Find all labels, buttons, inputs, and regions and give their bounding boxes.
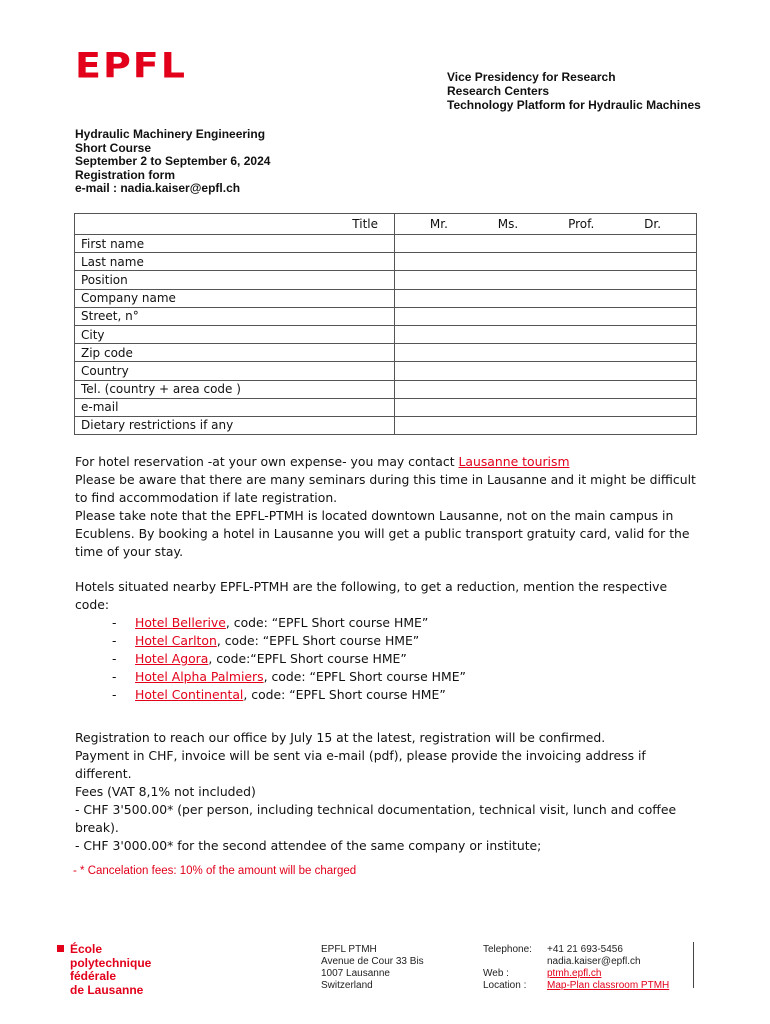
school-line: polytechnique [70,955,152,970]
tel-input[interactable] [395,380,697,398]
title-row [75,214,697,235]
blank-label [483,956,532,968]
course-title: Hydraulic Machinery Engineering [75,127,266,141]
registration-terms [75,729,695,855]
form-row [75,344,697,362]
field-label: Tel. (country + area code ) [75,380,395,398]
deadline-line: Registration to reach our office by July 15 at the latest, registration will be confirmed. [75,730,606,745]
title-option-mr[interactable]: Mr. [429,217,448,231]
bullet: - [112,651,117,666]
form-heading: Registration form [75,167,176,182]
title-option-prof[interactable]: Prof. [568,217,595,231]
field-label: Last name [75,253,395,271]
form-row [75,398,697,416]
hotel-code: , code: “EPFL Short course HME” [225,615,429,630]
field-label: e-mail [75,398,395,416]
location-label: Location : [483,980,527,991]
cancellation-note: - * Cancelation fees: 10% of the amount will be charged [73,865,357,877]
list-item [75,668,690,686]
location-note: Please take note that the EPFL-PTMH is located downtown Lausanne, not on the main campus in Ecublens. By booking a hotel in Lausanne you will get a public transport gratuity card, valid for the time of your stay. [75,508,690,559]
hotel-link[interactable]: Hotel Alpha Palmiers [135,669,264,684]
seminar-warning: Please be aware that there are many seminars during this time in Lausanne and it might be difficult to find accommodation if late registration. [75,472,696,505]
field-label: First name [75,235,395,253]
registration-table [74,213,697,435]
hotel-code: , code: “EPFL Short course HME” [216,633,420,648]
hotel-code: , code: “EPFL Short course HME” [263,669,466,684]
organization-block [447,70,701,112]
hotel-link[interactable]: Hotel Bellerive [135,615,226,630]
school-line: de Lausanne [70,982,144,997]
field-label: Company name [75,289,395,307]
hotel-info [75,453,700,561]
hotel-contact-text: For hotel reservation -at your own expense- you may contact [75,454,459,469]
school-line-text: École [70,942,103,956]
hotel-link[interactable]: Hotel Continental [135,687,244,702]
first-name-input[interactable] [395,235,697,253]
org-line: Vice Presidency for Research [447,70,616,84]
dietary-input[interactable] [395,416,697,434]
email-input[interactable] [395,398,697,416]
field-label: Zip code [75,344,395,362]
hotel-link[interactable]: Hotel Agora [135,651,209,666]
hotel-link[interactable]: Hotel Carlton [135,633,217,648]
field-label: Country [75,362,395,380]
contact-email: e-mail : nadia.kaiser@epfl.ch [75,181,241,196]
form-row [75,289,697,307]
field-label: Street, n° [75,307,395,325]
position-input[interactable] [395,271,697,289]
title-label: Title [75,214,395,235]
footer-divider [693,942,694,988]
list-item [75,650,690,668]
telephone-value: +41 21 693-5456 [547,944,623,955]
footer-address [321,944,424,992]
bullet: - [112,687,117,702]
form-row [75,362,697,380]
zip-input[interactable] [395,344,697,362]
last-name-input[interactable] [395,253,697,271]
telephone-label: Telephone: [483,944,532,955]
hotel-list [75,614,690,704]
hotel-code: , code: “EPFL Short course HME” [243,687,446,702]
course-type: Short Course [75,140,152,155]
payment-line: Payment in CHF, invoice will be sent via e-mail (pdf), please provide the invoicing address if different. [75,748,646,781]
address-line: 1007 Lausanne [321,968,390,979]
footer-email: nadia.kaiser@epfl.ch [547,956,641,967]
web-link[interactable]: ptmh.epfl.ch [547,968,602,979]
list-item [75,632,690,650]
bullet: - [112,615,117,630]
country-input[interactable] [395,362,697,380]
footer-contact-values [547,944,669,992]
title-option-ms[interactable]: Ms. [497,217,519,231]
hotel-code: , code:“EPFL Short course HME” [208,651,407,666]
school-line: fédérale [70,969,117,983]
course-info [75,128,270,196]
hotels-intro: Hotels situated nearby EPFL-PTMH are the following, to get a reduction, mention the respective code: [75,579,668,612]
form-row [75,235,697,253]
address-line: EPFL PTMH [321,944,377,955]
footer-contact-labels [483,944,532,992]
fees-heading: Fees (VAT 8,1% not included) [75,784,256,799]
company-input[interactable] [395,289,697,307]
course-dates: September 2 to September 6, 2024 [75,154,271,169]
bullet: - [112,669,117,684]
red-square-icon [57,945,64,952]
map-link[interactable]: Map-Plan classroom PTMH [547,980,670,991]
form-row [75,416,697,434]
list-item [75,614,690,632]
bullet: - [112,633,117,648]
hotel-contact-line [75,453,700,471]
address-line: Switzerland [321,980,373,991]
fee-second: - CHF 3'000.00* for the second attendee of the same company or institute; [75,838,542,853]
street-input[interactable] [395,307,697,325]
field-label: Dietary restrictions if any [75,416,395,434]
form-row [75,271,697,289]
form-row [75,380,697,398]
address-line: Avenue de Cour 33 Bis [321,956,424,967]
school-line [57,943,151,957]
lausanne-tourism-link[interactable]: Lausanne tourism [458,454,570,469]
field-label: Position [75,271,395,289]
list-item [75,686,690,704]
org-line: Technology Platform for Hydraulic Machines [447,98,701,112]
form-row [75,307,697,325]
field-label: City [75,325,395,343]
web-label: Web : [483,968,509,979]
form-row [75,253,697,271]
epfl-logo: EPFL [75,45,187,86]
school-name [57,943,151,997]
title-option-dr[interactable]: Dr. [644,217,662,231]
fee-first: - CHF 3'500.00* (per person, including technical documentation, technical visit, lunch and coffee break). [75,802,677,835]
city-input[interactable] [395,325,697,343]
hotels-section [75,578,690,704]
form-row [75,325,697,343]
org-line: Research Centers [447,84,550,98]
title-options[interactable] [395,214,697,235]
